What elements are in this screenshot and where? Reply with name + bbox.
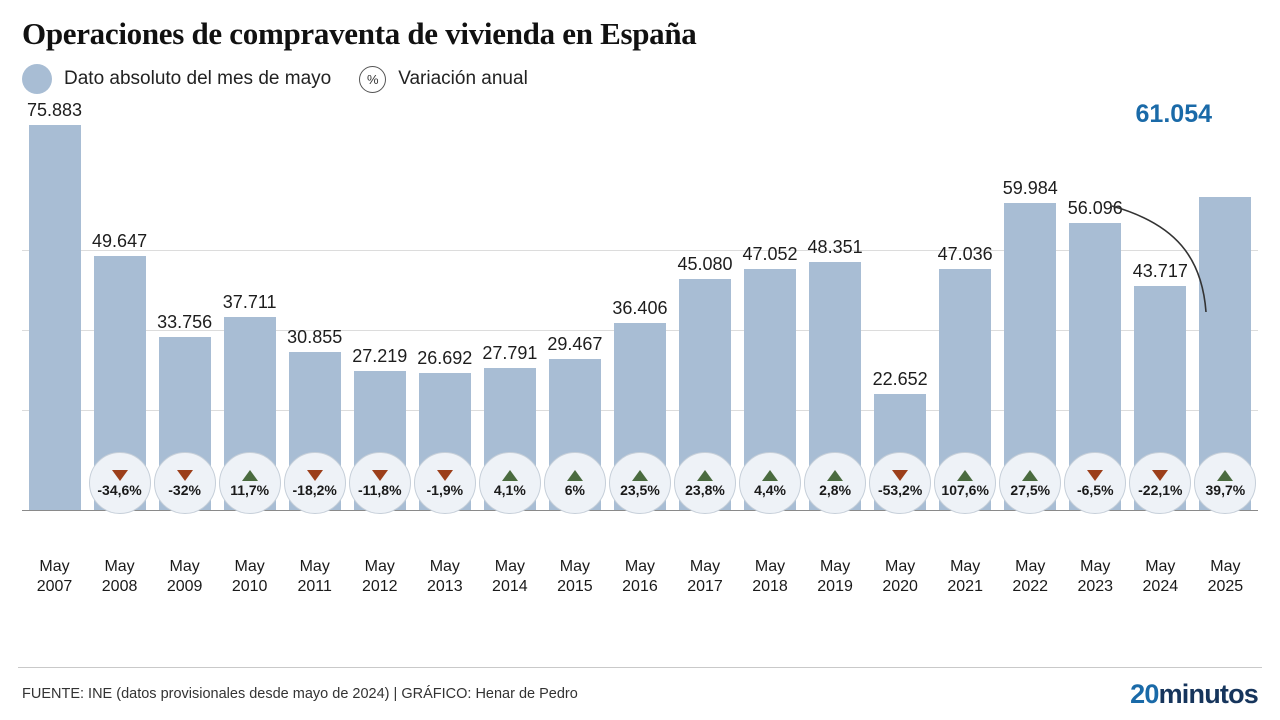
bar-column bbox=[998, 100, 1063, 510]
x-axis-label: May 2019 bbox=[817, 558, 853, 595]
bar-column bbox=[282, 100, 347, 510]
bar-column bbox=[1063, 100, 1128, 510]
variation-value: 6% bbox=[564, 481, 585, 498]
bar-column bbox=[152, 100, 217, 510]
source-note: FUENTE: INE (datos provisionales desde mayo de 2024) | GRÁFICO: Henar de Pedro bbox=[22, 686, 578, 702]
variation-badge bbox=[804, 452, 866, 514]
variation-value: -18,2% bbox=[292, 481, 337, 498]
x-axis-label: May 2016 bbox=[622, 558, 658, 595]
bar-value-label: 49.647 bbox=[92, 231, 148, 251]
variation-value: 39,7% bbox=[1205, 481, 1246, 498]
x-axis-label: May 2023 bbox=[1077, 558, 1114, 595]
brand-20: 20 bbox=[1130, 678, 1159, 709]
variation-value: -32% bbox=[168, 481, 201, 498]
bar-column bbox=[738, 100, 803, 510]
bar-column bbox=[868, 100, 933, 510]
bar-column bbox=[1128, 100, 1193, 510]
triangle-up-icon bbox=[1022, 470, 1038, 481]
variation-badge bbox=[869, 452, 931, 514]
triangle-up-icon bbox=[632, 470, 648, 481]
bar-value-label: 43.717 bbox=[1132, 261, 1188, 281]
variation-value: 23,8% bbox=[685, 481, 725, 498]
bar-value-label: 47.036 bbox=[937, 244, 993, 264]
bar-value-label: 75.883 bbox=[26, 100, 83, 120]
bar-column bbox=[477, 100, 542, 510]
variation-badge bbox=[1064, 452, 1126, 514]
bar-value-label: 27.219 bbox=[352, 346, 408, 366]
variation-badge bbox=[1194, 452, 1256, 514]
variation-badge bbox=[739, 452, 801, 514]
x-axis-label: May 2007 bbox=[36, 558, 73, 595]
triangle-down-icon bbox=[1152, 470, 1168, 481]
chart-area bbox=[22, 100, 1258, 605]
triangle-up-icon bbox=[567, 470, 583, 481]
page-title: Operaciones de compraventa de vivienda en España bbox=[22, 16, 697, 51]
triangle-down-icon bbox=[892, 470, 908, 481]
x-axis-label: May 2014 bbox=[492, 558, 528, 595]
bar-column bbox=[412, 100, 477, 510]
chart-legend bbox=[22, 62, 1262, 96]
variation-value: 2,8% bbox=[819, 481, 852, 498]
percent-icon: % bbox=[359, 66, 386, 93]
variation-badge bbox=[999, 452, 1061, 514]
x-axis-label: May 2010 bbox=[231, 558, 268, 595]
bar-value-label: 47.052 bbox=[742, 244, 798, 264]
bar-value-label: 36.406 bbox=[612, 298, 668, 318]
triangle-up-icon bbox=[697, 470, 713, 481]
bar-column bbox=[672, 100, 737, 510]
footer bbox=[18, 667, 1262, 720]
bar-value-label: 59.984 bbox=[1002, 178, 1058, 198]
variation-value: 27,5% bbox=[1010, 481, 1051, 498]
variation-badge bbox=[934, 452, 996, 514]
variation-value: 107,6% bbox=[941, 481, 989, 498]
bar-column bbox=[933, 100, 998, 510]
triangle-up-icon bbox=[762, 470, 778, 481]
triangle-up-icon bbox=[502, 470, 518, 481]
bar-column bbox=[87, 100, 152, 510]
bar-value-label: 27.791 bbox=[482, 343, 538, 363]
variation-value: -6,5% bbox=[1076, 481, 1114, 498]
variation-value: 4,4% bbox=[754, 481, 786, 498]
bar-value-label: 45.080 bbox=[677, 254, 733, 274]
triangle-down-icon bbox=[437, 470, 453, 481]
x-axis-label: May 2009 bbox=[166, 558, 203, 595]
triangle-up-icon bbox=[1217, 470, 1233, 481]
x-axis-label: May 2025 bbox=[1207, 558, 1244, 595]
x-axis-label: May 2024 bbox=[1142, 558, 1179, 595]
x-axis-label: May 2012 bbox=[361, 558, 398, 595]
triangle-down-icon bbox=[112, 470, 128, 481]
bar-column bbox=[217, 100, 282, 510]
variation-value: 4,1% bbox=[493, 481, 526, 498]
triangle-up-icon bbox=[957, 470, 973, 481]
bar-column bbox=[347, 100, 412, 510]
legend-label-absolute: Dato absoluto del mes de mayo bbox=[64, 68, 332, 89]
triangle-down-icon bbox=[307, 470, 323, 481]
triangle-down-icon bbox=[1087, 470, 1103, 481]
brand-logo bbox=[1130, 679, 1262, 710]
x-axis-label: May 2018 bbox=[752, 558, 788, 595]
variation-value: -53,2% bbox=[877, 481, 923, 498]
bar-value-label: 33.756 bbox=[157, 312, 213, 332]
variation-badge bbox=[89, 452, 151, 514]
variation-badge bbox=[154, 452, 216, 514]
x-axis-label: May 2011 bbox=[297, 558, 332, 595]
legend-label-variation: Variación anual bbox=[398, 68, 528, 89]
bar-value-label: 48.351 bbox=[807, 237, 863, 257]
bar-value-label: 22.652 bbox=[872, 369, 928, 389]
bar-column bbox=[607, 100, 672, 510]
triangle-up-icon bbox=[242, 470, 258, 481]
variation-badge bbox=[479, 452, 541, 514]
x-axis-label: May 2015 bbox=[557, 558, 593, 595]
variation-value: -11,8% bbox=[357, 481, 402, 498]
legend-swatch-absolute bbox=[22, 64, 52, 94]
brand-minutos: minutos bbox=[1158, 678, 1258, 709]
x-axis-label: May 2013 bbox=[427, 558, 463, 595]
x-axis-labels bbox=[22, 557, 1258, 597]
bar-column bbox=[542, 100, 607, 510]
variation-badge bbox=[609, 452, 671, 514]
variation-value: -22,1% bbox=[1138, 481, 1183, 498]
x-axis-label: May 2008 bbox=[101, 558, 138, 595]
bar-value-label: 30.855 bbox=[287, 327, 343, 347]
variation-value: -1,9% bbox=[426, 481, 464, 498]
variation-badge bbox=[544, 452, 606, 514]
bars-container bbox=[22, 100, 1258, 510]
bar-value-label: 56.096 bbox=[1067, 198, 1123, 218]
bar-value-label: 29.467 bbox=[547, 334, 603, 354]
bar-value-label: 37.711 bbox=[222, 292, 277, 312]
variation-value: 23,5% bbox=[620, 481, 660, 498]
x-axis-label: May 2017 bbox=[687, 558, 723, 595]
triangle-down-icon bbox=[372, 470, 388, 481]
x-axis-label: May 2020 bbox=[882, 558, 918, 595]
variation-value: 11,7% bbox=[230, 481, 270, 498]
variation-badge bbox=[219, 452, 281, 514]
bar-value-label: 26.692 bbox=[417, 348, 473, 368]
triangle-down-icon bbox=[177, 470, 193, 481]
bar-column bbox=[22, 100, 87, 510]
triangle-up-icon bbox=[827, 470, 843, 481]
x-axis-label: May 2021 bbox=[947, 558, 983, 595]
x-axis-label: May 2022 bbox=[1012, 558, 1049, 595]
variation-badge bbox=[414, 452, 476, 514]
variation-badge bbox=[1129, 452, 1191, 514]
bar bbox=[29, 125, 81, 510]
bar-column bbox=[803, 100, 868, 510]
variation-badge bbox=[284, 452, 346, 514]
bar-column bbox=[1193, 100, 1258, 510]
variation-badge bbox=[674, 452, 736, 514]
variation-value: -34,6% bbox=[97, 481, 142, 498]
variation-badge bbox=[349, 452, 411, 514]
callout-value: 61.054 bbox=[1135, 100, 1212, 128]
